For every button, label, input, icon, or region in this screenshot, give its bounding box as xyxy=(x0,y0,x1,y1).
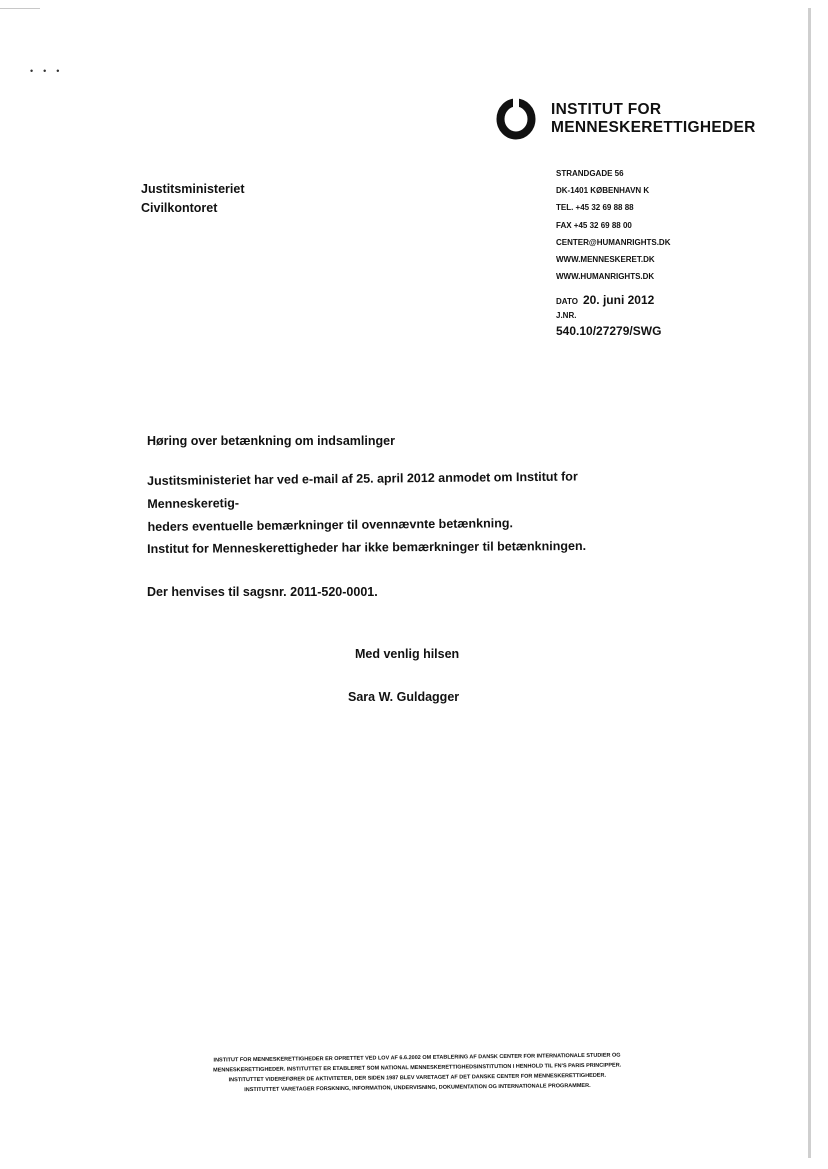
contact-street: STRANDGADE 56 xyxy=(556,169,624,178)
scan-edge-right xyxy=(808,8,811,1158)
date-label: DATO xyxy=(556,297,578,306)
logo-line2: MENNESKERETTIGHEDER xyxy=(551,119,756,136)
signature-name: Sara W. Guldagger xyxy=(348,690,460,704)
footer-notice xyxy=(172,1050,662,1096)
footer-line-1: INSTITUT FOR MENNESKERETTIGHEDER ER OPRETTET VED LOV AF 6.6.2002 OM ETABLERING AF DANSK CENTER FOR INTERNATIONALE STUDIER OG xyxy=(213,1052,621,1064)
jnr-value: 540.10/27279/SWG xyxy=(556,324,662,338)
logo-line1: INSTITUT FOR xyxy=(551,101,662,118)
paragraph-1 xyxy=(147,465,668,539)
institute-logo xyxy=(496,98,756,140)
contact-web-menneskeret: WWW.MENNESKERET.DK xyxy=(556,255,655,265)
paragraph-3: Der henvises til sagsnr. 2011-520-0001. xyxy=(147,585,378,599)
footer-line-2: MENNESKERETTIGHEDER. INSTITUTTET ER ETABLERET SOM NATIONAL MENNESKERETTIGHEDSINSTITUTION I HENHOLD TIL FN'S PARIS PRINCIPPER. xyxy=(213,1062,622,1074)
scan-edge-top xyxy=(0,8,40,9)
letter-meta xyxy=(556,293,661,338)
contact-email: CENTER@HUMANRIGHTS.DK xyxy=(556,237,671,247)
recipient-name: Justitsministeriet xyxy=(141,182,245,196)
jnr-label: J.NR. xyxy=(556,311,577,320)
date-row xyxy=(556,293,661,307)
contact-web-humanrights: WWW.HUMANRIGHTS.DK xyxy=(556,272,655,282)
scan-specks: ••• xyxy=(30,66,70,76)
logo-text xyxy=(551,101,756,137)
recipient-office: Civilkontoret xyxy=(141,201,218,215)
footer-line-3: INSTITUTTET VIDEREFØRER DE AKTIVITETER, DER SIDEN 1987 BLEV VARETAGET AF DET DANSKE CENTER FOR MENNESKERETTIGHEDER. xyxy=(228,1072,607,1084)
contact-city: DK-1401 KØBENHAVN K xyxy=(556,186,650,196)
recipient-block xyxy=(141,180,245,218)
closing-greeting: Med venlig hilsen xyxy=(355,647,460,661)
letter-subject: Høring over betænkning om indsamlinger xyxy=(147,434,395,448)
contact-tel: TEL. +45 32 69 88 88 xyxy=(556,203,634,213)
footer-line-4: INSTITUTTET VARETAGER FORSKNING, INFORMATION, UNDERVISNING, DOKUMENTATION OG INTERNATIONALE PROGRAMMER. xyxy=(244,1082,591,1094)
paragraph-1-line-2: heders eventuelle bemærkninger til ovennævnte betænkning. xyxy=(147,516,514,534)
ring-logo-icon xyxy=(496,98,536,140)
contact-block xyxy=(556,165,670,285)
paragraph-2: Institut for Menneskerettigheder har ikke bemærkninger til betænkningen. xyxy=(147,538,587,556)
contact-fax: FAX +45 32 69 88 00 xyxy=(556,220,632,230)
date-value: 20. juni 2012 xyxy=(582,293,655,307)
paragraph-1-line-1: Justitsministeriet har ved e-mail af 25. april 2012 anmodet om Institut for Menneskeretig- xyxy=(147,469,578,511)
